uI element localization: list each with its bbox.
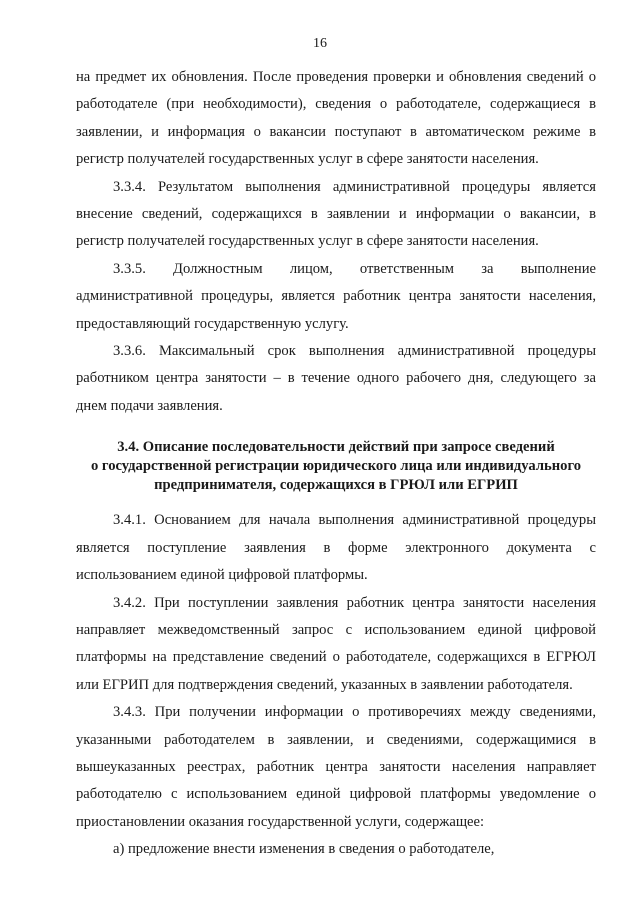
section-heading-line-1: 3.4. Описание последовательности действий при запросе сведений	[117, 439, 555, 456]
paragraph-3-4-3: 3.4.3. При получении информации о противоречиях между сведениями, указанными работодателем в заявлении, и сведениями, содержащимися в вышеуказанных реестрах, работник центра занятости населения направляет работодателю с использованием единой цифровой платформы уведомление о приостановлении оказания государственной услуги, содержащее:	[76, 704, 596, 830]
section-heading-line-2: о государственной регистрации юридического лица или индивидуального	[90, 458, 581, 475]
page-number: 16	[313, 36, 327, 51]
section-heading-line-3: предпринимателя, содержащихся в ГРЮЛ или ЕГРИП	[154, 477, 518, 494]
paragraph-3-3-6: 3.3.6. Максимальный срок выполнения административной процедуры работником центра занятости – в течение одного рабочего дня, следующего за днем подачи заявления.	[76, 343, 596, 414]
document-body	[76, 64, 596, 864]
paragraph-3-3-5: 3.3.5. Должностным лицом, ответственным за выполнение административной процедуры, является работник центра занятости населения, предоставляющий государственную услугу.	[76, 260, 596, 332]
paragraph-3-3-4: 3.3.4. Результатом выполнения административной процедуры является внесение сведений, содержащихся в заявлении и информации о вакансии, в регистр получателей государственных услуг в сфере занятости населения.	[76, 178, 596, 250]
paragraph-3-4-1: 3.4.1. Основанием для начала выполнения административной процедуры является поступление заявления в форме электронного документа с использованием единой цифровой платформы.	[76, 512, 596, 584]
paragraph-continuation: на предмет их обновления. После проведения проверки и обновления сведений о работодателе (при необходимости), сведения о работодателе, содержащиеся в заявлении, и информация о вакансии поступают в автоматическом режиме в регистр получателей государственных услуг в сфере занятости населения.	[76, 69, 596, 168]
paragraph-item-a: а) предложение внести изменения в сведения о работодателе,	[113, 841, 495, 858]
section-heading-3-4	[76, 438, 596, 495]
paragraph-3-4-2: 3.4.2. При поступлении заявления работник центра занятости населения направляет межведомственный запрос с использованием единой цифровой платформы на представление сведений о работодателе, содержащихся в ЕГРЮЛ или ЕГРИП для подтверждения сведений, указанных в заявлении работодателя.	[76, 594, 596, 693]
